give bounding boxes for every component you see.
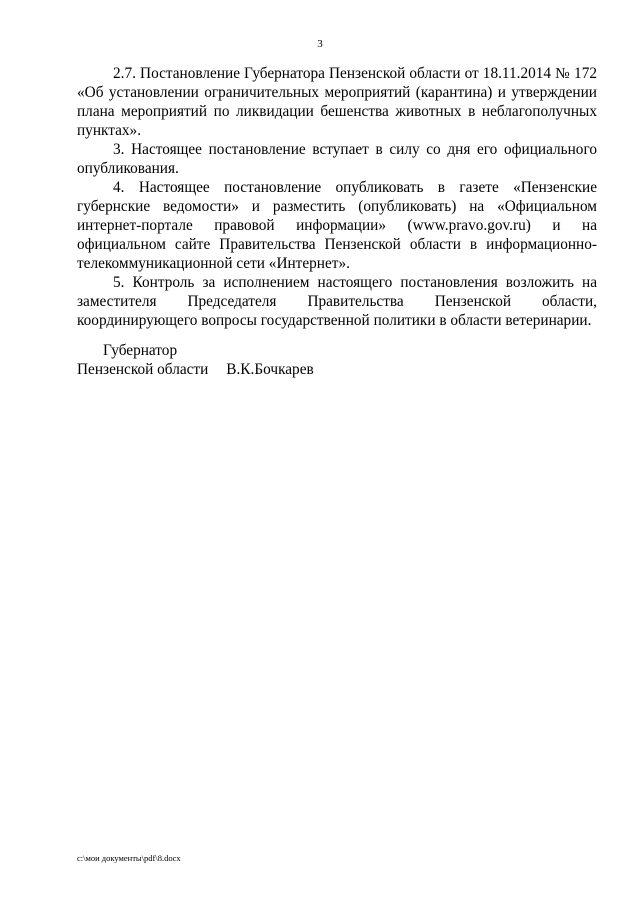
document-body: [77, 64, 597, 330]
paragraph-5: 5. Контроль за исполнением настоящего постановления возложить на заместителя Председателя Правительства Пензенской области, координирующего вопросы государственной политики в области ветеринарии.: [77, 274, 597, 329]
signatory-line2: [77, 360, 377, 379]
paragraph-2-7: 2.7. Постановление Губернатора Пензенской области от 18.11.2014 № 172 «Об установлении ограничительных мероприятий (карантина) и утверждении плана мероприятий по ликвидации бешенства животных в неблагополучных пунктах».: [77, 65, 597, 139]
signature-block: [77, 341, 377, 379]
signatory-title-line1: Губернатор: [103, 342, 178, 359]
page-number: 3: [317, 38, 323, 50]
footer-file-path: c:\мои документы\pdf\8.docx: [77, 853, 181, 863]
paragraph-3: 3. Настоящее постановление вступает в силу со дня его официального опубликования.: [77, 141, 597, 177]
signatory-title-line2: Пензенской области: [77, 361, 209, 378]
paragraph-4: 4. Настоящее постановление опубликовать в газете «Пензенские губернские ведомости» и разместить (опубликовать) на «Официальном интернет-портале правовой информации» (www.pravo.gov.ru) и на официальном сайте Правительства Пензенской области в информационно-телекоммуникационной сети «Интернет».: [77, 179, 597, 272]
signatory-name: В.К.Бочкарев: [226, 361, 314, 378]
